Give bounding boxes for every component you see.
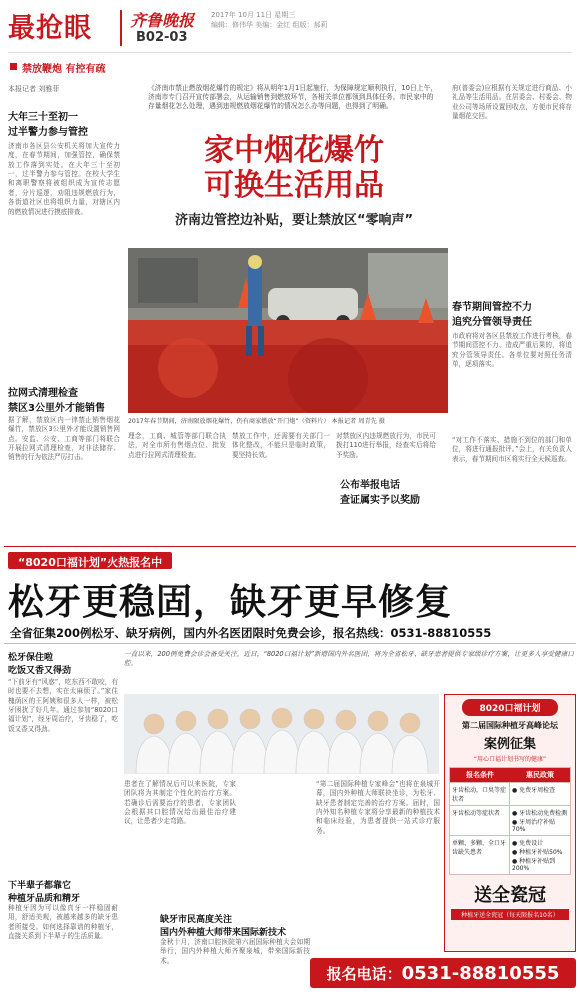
campaign-cell-left: 单颗、多颗、全口牙齿缺失患者 (450, 836, 510, 874)
campaign-box-title-2: 案例征集 (483, 737, 536, 752)
campaign-table-row (450, 806, 570, 836)
campaign-table-row (450, 783, 570, 806)
ad-mid-head-2: 国内外种植大师带来国际新技术 (160, 928, 287, 938)
signup-phone-bar[interactable] (310, 958, 576, 988)
campaign-box (444, 694, 576, 952)
ad-col1-text: “下前牙有“风惑”，吃东西不敢咬，有时也要不去想，实在太麻烦了。”家住槐荫区的王阿姨和很多人一样，被松牙困扰了好几年。通过参加“8020口福计划”，经牙周治疗，牙齿稳了，吃饭又香又得劲。 (8, 678, 118, 733)
ad-col1-text-2: 种植牙因为可以像真牙一样稳固耐用，舒适美观，被越来越多的缺牙患者所接受。如何选择靠谱的种植牙，直接关系到下半辈子的生活质量。 (8, 904, 118, 941)
news-photo (128, 248, 448, 413)
center-column-3: 对禁放区内违规燃放行为，市民可拨打110进行举报，经查实后将给予奖励。 (336, 432, 436, 459)
campaign-cell-left: 牙齿松动等症状者 (450, 806, 510, 835)
headline-line-2: 可换生活用品 (204, 167, 384, 203)
right-column-top: 府(普委会)应根据有关规定进行商品、小礼品等生活用品。在居委会、村委会、物业公司等场所设置回收点，方便市民将存量烟花交回。 (452, 84, 572, 121)
promo-block (451, 881, 569, 920)
ad-col1-head (8, 650, 118, 676)
ad-subline-phone: 0531-88810555 (390, 626, 492, 640)
left-subhead-line-1: 大年三十至初一 (8, 112, 78, 123)
headline-block (148, 134, 440, 228)
ad-col1-head-2: 吃饭又香又得劲 (8, 666, 72, 676)
mid-subhead (8, 384, 120, 414)
center-column-1: 理念，工商、城管等部门联合执法，对全市所有售烟点位、批发点进行拉网式清理检查。 (128, 432, 226, 459)
ad-top-rule (4, 546, 576, 547)
ad-col1-head-1: 松牙保住啦 (8, 653, 54, 663)
paper-logo: 齐鲁晚报 (130, 11, 195, 30)
campaign-cell-right: ● 免费设计 ● 种植牙补贴50% ● 种植牙补贴到200% (512, 840, 563, 872)
campaign-table-header-right: 惠民政策 (526, 771, 554, 779)
mid-subhead-line-2: 禁区3公里外才能销售 (8, 403, 105, 414)
right-column-bottom: “对工作不落实、措施不到位的部门和单位，将进行通报批评。”会上，有关负责人表示，春节期间市区将实行全天候巡查。 (452, 436, 572, 463)
lede: 《济南市禁止燃放烟花爆竹的规定》将从明年1月1日起施行，为保障规定顺利执行，10日上午，济南市专门召开宣传部署会，从运输销售到燃放环节，各相关单位都领到具体任务。市民家中的存量烟花怎么处理，遇到违规燃放烟花爆竹的情况怎么办等问题，也得到了明确。 (148, 84, 438, 111)
rubric: 禁放鞭炮 有控有疏 (22, 64, 106, 75)
masthead-divider (120, 10, 122, 46)
campaign-cell-right: ● 免费牙周检查 (512, 787, 556, 794)
center-column-2: 禁放工作中，还需要有关部门一体化整改，不能只是临时政策，要坚持长效。 (232, 432, 330, 459)
campaign-table-header-left: 报名条件 (466, 771, 494, 779)
ad-mid-head (160, 912, 310, 938)
tip-subhead (340, 476, 440, 506)
ad-col1-head-3: 下半辈子都靠它 (8, 881, 72, 891)
headline-line-1: 家中烟花爆竹 (204, 133, 384, 168)
ad-col1-head-4: 种植牙品质和精牙 (8, 894, 81, 904)
signup-label: 报名电话： (326, 964, 402, 983)
mid-subhead-line-1: 拉网式清理检查 (8, 388, 78, 399)
ad-rule (4, 643, 576, 644)
masthead (8, 4, 572, 62)
ad-subline-text: 全省征集200例松牙、缺牙病例，国内外名医团限时免费会诊，报名热线： (10, 626, 391, 640)
promo-subtitle: 种植牙送全瓷冠（每天限报名10名） (451, 909, 569, 920)
ad-mid-text: 患者在了解情况后可以来医院，专家团队将为其制定个性化的治疗方案。若确诊后需要治疗的患者，专家团队会根据其口腔情况给出最佳治疗建议，让患者少走弯路。 (124, 780, 236, 826)
left-column-text: 济南市各区县公安机关将加大宣传力度，在春节期间，加强管控，确保禁放工作落到实处。在大年三十至初一，过半警力参与管控。在校大学生和离职警察将被组织成为宣传志愿者，分片巡逻，劝阻违规燃放行为，各街道社区也将组织力量，对辖区内的燃放情况进行摸底排查。 (8, 142, 120, 216)
promo-title: 送全瓷冠 (474, 885, 546, 906)
signup-phone: 0531-88810555 (401, 962, 560, 984)
ad-right-text: “第二届国际种植专家峰会”也将在泉城开幕，国内外种植大师联袂坐诊，为松牙、缺牙患者制定完善的治疗方案。届时，国内外知名种植专家将分享最新的种植技术和临床经验，为患者提供一站式诊疗服务。 (316, 780, 440, 835)
staff-line: 编辑：修伟华 美编：金红 组版：郝莉 (211, 21, 328, 29)
subhead: 济南边管控边补贴，要让禁放区“零响声” (174, 213, 414, 228)
ad-intro: 一直以来，200例免费会诊会备受关注。近日，“8020口福计划”新增国内外名医团，将为全省松牙、缺牙患者提供专家级诊疗方案，让更多人享受健康口腔。 (124, 650, 574, 668)
left-subhead-line-2: 过半警力参与管控 (8, 127, 88, 138)
ad-mid-head-1: 缺牙市民高度关注 (160, 915, 233, 925)
campaign-cell-left: 牙齿松动，口臭等症状者 (450, 783, 510, 805)
rubric-bullet (10, 63, 17, 70)
campaign-box-tag: 8020口福计划 (462, 699, 558, 716)
page-number: B02-03 (136, 30, 188, 45)
campaign-table-header (450, 768, 570, 783)
tip-subhead-line-2: 查证属实予以奖励 (340, 495, 420, 506)
ad-mid-text-2: 金秋十月，济南口腔医院第六届国际种植大会如期举行，国内外种植大师齐聚泉城，带来国际新技术。 (160, 938, 310, 965)
photo-caption: 2017年春节期间，济南限放烟花爆竹，仍有商家燃放“开门炮”（资料片） 本报记者 周青先 摄 (128, 418, 385, 425)
right-subhead (452, 298, 572, 328)
campaign-table-row (450, 836, 570, 874)
right-subhead-line-2: 追究分管领导责任 (452, 317, 532, 328)
ad-headline: 松牙更稳固，缺牙更早修复 (8, 582, 453, 623)
right-subhead-line-1: 春节期间管控不力 (452, 302, 532, 313)
campaign-box-subtitle: “用心口福计划书写的健康” (473, 756, 547, 763)
section-title: 最抢眼 (8, 13, 92, 44)
right-column-mid: 市政府将对各区县禁放工作进行考核，春节期间管控不力、造成严重后果的，将追究分管领导责任。各单位要对照任务清单，逐项落实。 (452, 332, 572, 369)
masthead-rule (8, 52, 572, 53)
ad-col1-head-b (8, 878, 118, 904)
campaign-box-title-1: 第二届国际种植牙高峰论坛 (462, 721, 558, 730)
byline: 本报记者 刘雅菲 (8, 85, 60, 93)
tip-subhead-line-1: 公布举报电话 (340, 480, 400, 491)
ad-subline (10, 622, 574, 641)
doctors-photo (124, 694, 439, 774)
campaign-cell-right: ● 牙齿松动免费检测 ● 牙周治疗补贴70% (512, 810, 568, 833)
campaign-table (449, 767, 571, 875)
date-line: 2017年 10月 11日 星期三 (211, 11, 296, 19)
mid-column-text: 据了解，禁放区内一律禁止销售烟花爆竹，禁放区3公里外才能设置销售网点。安监、公安、工商等部门将联合开展拉网式清理检查，对非法储存、销售的行为依法严厉打击。 (8, 416, 120, 462)
left-subhead (8, 108, 120, 138)
ad-tag: “8020口福计划”火热报名中 (8, 552, 172, 569)
